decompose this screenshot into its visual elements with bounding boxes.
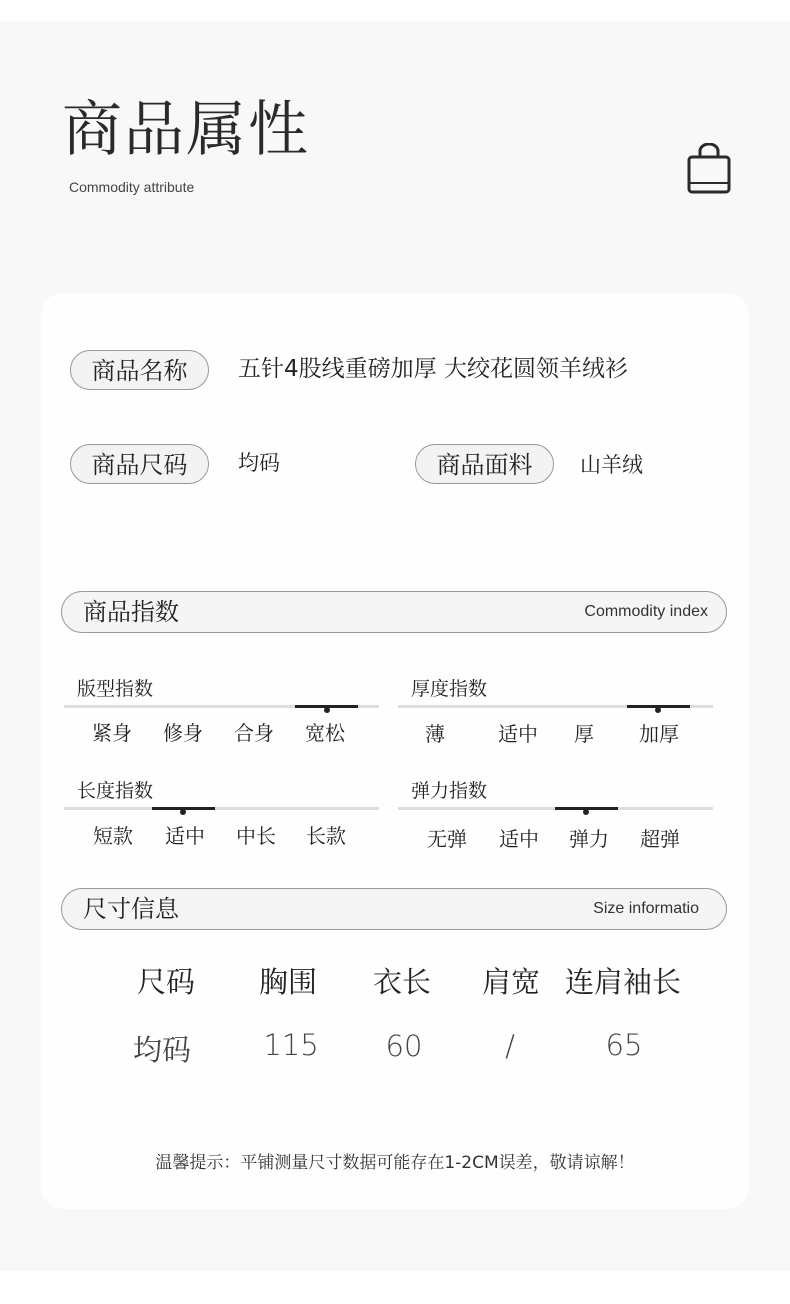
elasticity-option: 超弹 (640, 827, 680, 851)
elasticity-option: 适中 (499, 827, 539, 851)
size-table-cell: 均码 (132, 1033, 191, 1067)
thickness-index-label: 厚度指数 (411, 678, 488, 700)
length-option: 短款 (93, 824, 133, 848)
fit-index-label: 版型指数 (77, 678, 154, 700)
size-table-cell: 65 (605, 1028, 643, 1062)
size-table-header: 衣长 (372, 965, 431, 999)
size-info-header (61, 888, 727, 930)
length-option: 中长 (236, 824, 276, 848)
thickness-option-selected: 加厚 (639, 722, 679, 746)
commodity-index-header (61, 591, 727, 633)
commodity-index-title-en: Commodity index (584, 603, 708, 620)
product-fabric-label: 商品面料 (415, 444, 554, 484)
fit-option: 修身 (163, 721, 203, 745)
fit-index-selected-dot (324, 707, 330, 713)
size-table-header: 胸围 (258, 965, 317, 999)
fit-option: 紧身 (92, 721, 132, 745)
fit-option-selected: 宽松 (305, 721, 345, 745)
length-index-selected-dot (180, 809, 186, 815)
commodity-index-title: 商品指数 (83, 598, 179, 626)
size-table-header: 尺码 (136, 965, 195, 999)
size-info-title: 尺寸信息 (83, 895, 179, 923)
measurement-tip: 温馨提示：平铺测量尺寸数据可能存在1-2CM误差，敬请谅解！ (155, 1153, 635, 1173)
thickness-index-selected-dot (655, 707, 661, 713)
page-subtitle: Commodity attribute (69, 179, 195, 195)
product-name-label: 商品名称 (70, 350, 209, 390)
size-info-title-en: Size informatio (593, 900, 699, 917)
size-table-header: 肩宽 (481, 965, 540, 999)
length-index-label: 长度指数 (77, 780, 154, 802)
length-option: 长款 (306, 824, 346, 848)
elasticity-option-selected: 弹力 (569, 827, 609, 851)
attribute-card (41, 293, 749, 1209)
length-index-scale (64, 807, 379, 810)
size-table-cell: / (505, 1029, 515, 1063)
product-size-label: 商品尺码 (70, 444, 209, 484)
size-table-header: 连肩袖长 (564, 965, 681, 999)
elasticity-option: 无弹 (427, 827, 467, 851)
elasticity-index-label: 弹力指数 (411, 780, 488, 802)
size-table-cell: 115 (263, 1028, 319, 1062)
thickness-option: 厚 (574, 722, 594, 746)
shopping-bag-icon (686, 143, 732, 195)
size-table-cell: 60 (385, 1029, 423, 1063)
thickness-option: 薄 (425, 722, 445, 746)
product-name-value: 五针4股线重磅加厚 大绞花圆领羊绒衫 (238, 356, 628, 382)
product-fabric-value: 山羊绒 (580, 453, 643, 477)
elasticity-index-selected-dot (583, 809, 589, 815)
length-option-selected: 适中 (165, 824, 205, 848)
thickness-option: 适中 (498, 722, 538, 746)
product-size-value: 均码 (238, 451, 280, 475)
fit-option: 合身 (234, 721, 274, 745)
page-title: 商品属性 (62, 95, 310, 165)
